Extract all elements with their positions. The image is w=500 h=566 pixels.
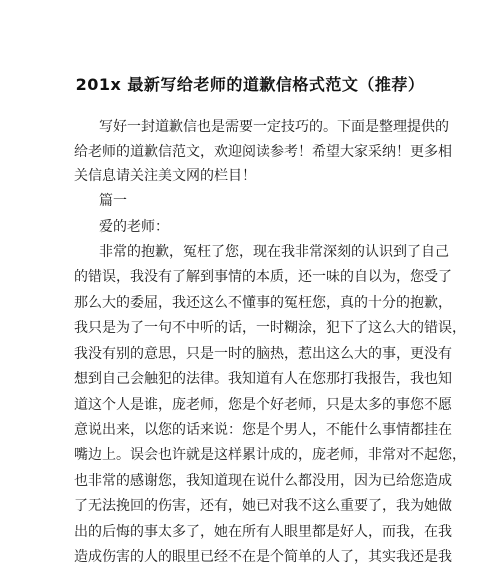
body-line: 了无法挽回的伤害，还有，她已对我不这么重要了，我为她做 — [74, 498, 452, 514]
body-line: 道这个人是谁，庞老师，您是个好老师，只是太多的事您不愿 — [74, 397, 452, 413]
body-line: 嘴边上。误会也许就是这样累计成的，庞老师，非常对不起您， — [74, 447, 466, 463]
body-line: 的错误，我没有了解到事情的本质，还一味的自以为，您受了 — [74, 269, 452, 285]
section-heading: 篇一 — [99, 193, 127, 209]
body-line: 非常的抱歉，冤枉了您，现在我非常深刻的认识到了自己 — [99, 244, 449, 260]
body-line: 那么大的委屈，我还这么不懂事的冤枉您，真的十分的抱歉， — [74, 295, 452, 311]
body-line: 也非常的感谢您，我知道现在说什么都没用，因为已给您造成 — [74, 473, 452, 489]
body-line: 给老师的道歉信范文，欢迎阅读参考！希望大家采纳！更多相 — [74, 144, 452, 160]
body-line: 出的后悔的事太多了，她在所有人眼里都是好人，而我，在我 — [74, 524, 452, 540]
body-line: 关信息请关注美文网的栏目！ — [74, 168, 256, 184]
body-line: 我没有别的意思，只是一时的脑热，惹出这么大的事，更没有 — [74, 346, 452, 362]
body-line: 想到自己会触犯的法律。我知道有人在您那打我报告，我也知 — [74, 371, 452, 387]
document-title: 201x 最新写给老师的道歉信格式范文（推荐） — [75, 75, 425, 94]
body-line: 写好一封道歉信也是需要一定技巧的。下面是整理提供的 — [99, 119, 449, 135]
body-line: 意说出来，以您的话来说：您是个男人，不能什么事情都挂在 — [74, 422, 452, 438]
body-line: 我只是为了一句不中听的话，一时糊涂，犯下了这么大的错误， — [74, 320, 466, 336]
salutation: 爱的老师： — [99, 219, 169, 235]
body-line: 造成伤害的人的眼里已经不在是个简单的人了，其实我还是我 — [74, 549, 452, 565]
